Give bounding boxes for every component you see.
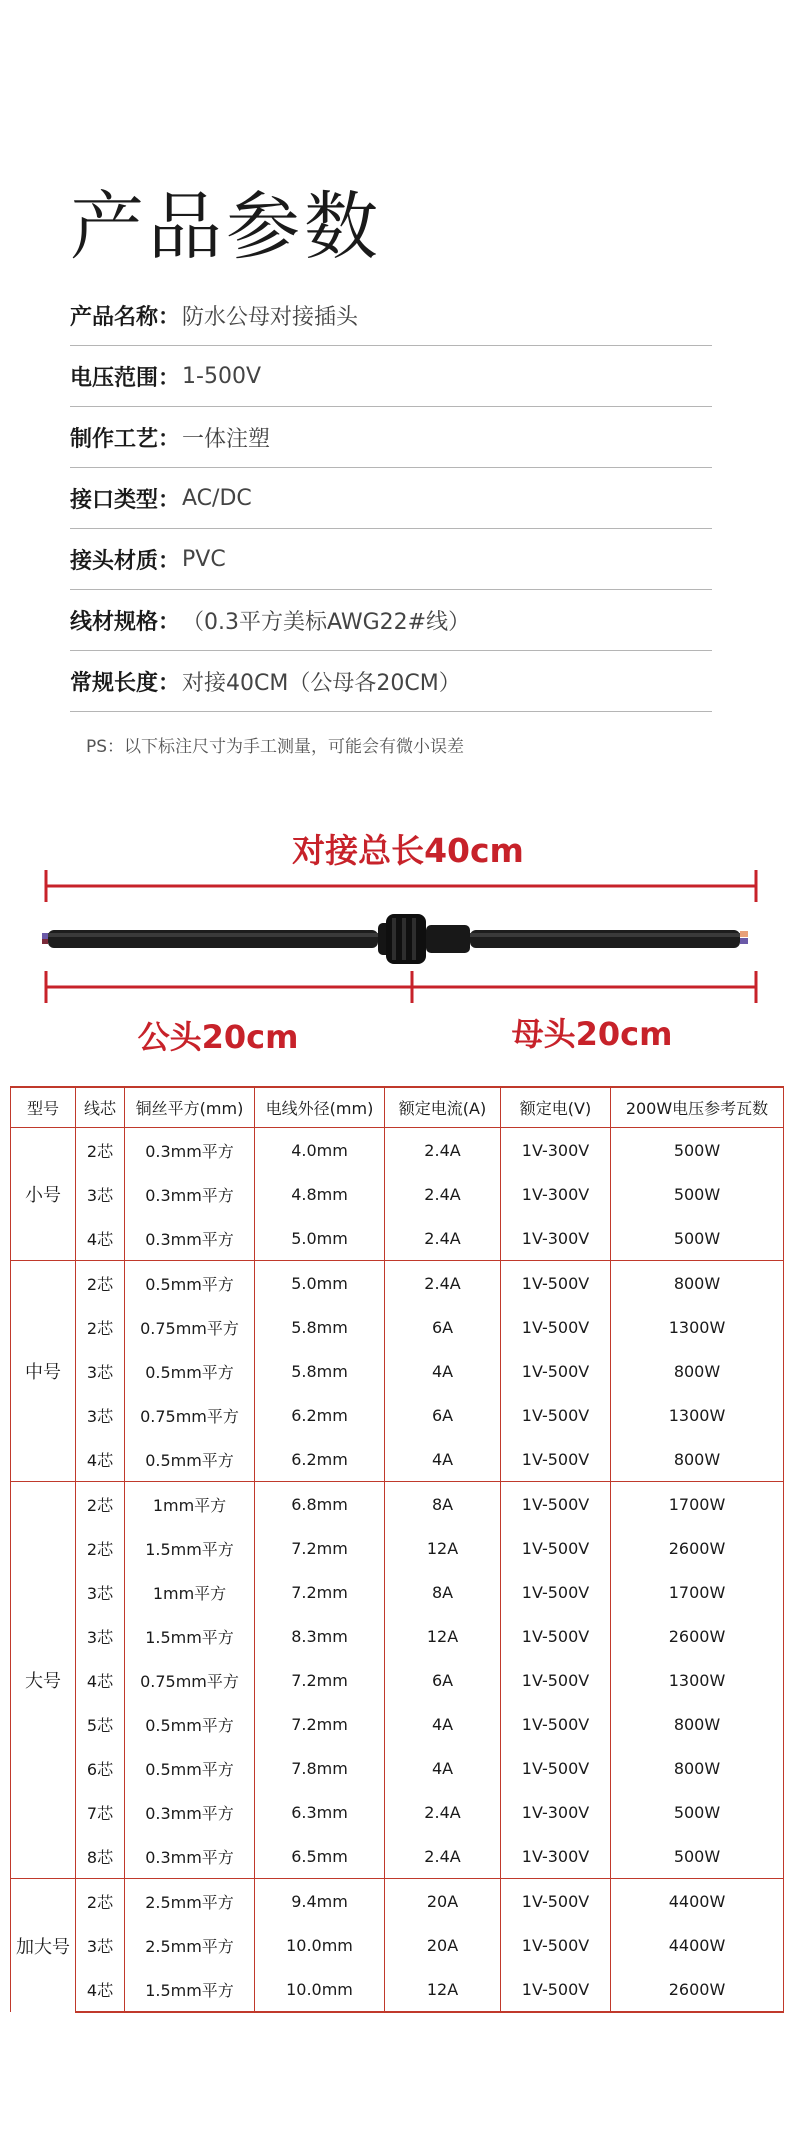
table-cell: 0.5mm平方 — [125, 1702, 255, 1746]
table-cell: 4芯 — [76, 1967, 125, 2012]
table-cell: 1V-300V — [501, 1216, 611, 1261]
table-cell: 2.4A — [385, 1216, 501, 1261]
connector-cable-image — [42, 914, 748, 964]
table-cell: 0.3mm平方 — [125, 1172, 255, 1216]
table-cell: 6A — [385, 1658, 501, 1702]
table-cell: 6A — [385, 1305, 501, 1349]
table-cell: 4A — [385, 1746, 501, 1790]
table-cell: 0.75mm平方 — [125, 1658, 255, 1702]
table-cell: 10.0mm — [255, 1967, 385, 2012]
table-cell: 3芯 — [76, 1923, 125, 1967]
table-cell: 0.3mm平方 — [125, 1216, 255, 1261]
table-row — [11, 1702, 784, 1746]
param-value: PVC — [182, 546, 226, 572]
table-cell: 3芯 — [76, 1614, 125, 1658]
table-row — [11, 1923, 784, 1967]
table-cell: 2芯 — [76, 1526, 125, 1570]
model-cell: 加大号 — [11, 1879, 76, 2013]
table-cell: 2600W — [611, 1526, 784, 1570]
header-cell: 铜丝平方(mm) — [125, 1087, 255, 1128]
param-row-length — [70, 651, 712, 712]
table-cell: 6.8mm — [255, 1482, 385, 1527]
table-row — [11, 1128, 784, 1173]
table-cell: 2芯 — [76, 1128, 125, 1173]
table-cell: 1300W — [611, 1305, 784, 1349]
model-cell: 大号 — [11, 1482, 76, 1879]
param-value: 1-500V — [182, 363, 261, 389]
table-cell: 3芯 — [76, 1393, 125, 1437]
page-title: 产品参数 — [70, 183, 382, 270]
table-cell: 4芯 — [76, 1437, 125, 1482]
table-cell: 1V-500V — [501, 1967, 611, 2012]
spec-table — [10, 1086, 784, 2013]
param-row-material — [70, 529, 712, 590]
table-cell: 8A — [385, 1570, 501, 1614]
table-cell: 500W — [611, 1216, 784, 1261]
header-cell: 额定电(V) — [501, 1087, 611, 1128]
table-cell: 2.4A — [385, 1172, 501, 1216]
table-cell: 0.5mm平方 — [125, 1437, 255, 1482]
total-length-dimension-line — [46, 870, 756, 902]
table-cell: 500W — [611, 1128, 784, 1173]
product-params-list — [70, 285, 712, 712]
param-value: 对接40CM（公母各20CM） — [182, 670, 461, 696]
table-cell: 1300W — [611, 1658, 784, 1702]
female-length-label: 母头20cm — [511, 1015, 673, 1053]
table-row — [11, 1570, 784, 1614]
table-cell: 800W — [611, 1261, 784, 1306]
table-cell: 800W — [611, 1437, 784, 1482]
param-label: 制作工艺： — [70, 426, 181, 452]
table-cell: 4400W — [611, 1879, 784, 1924]
table-row — [11, 1834, 784, 1879]
table-cell: 2.5mm平方 — [125, 1923, 255, 1967]
table-row — [11, 1790, 784, 1834]
param-row-process — [70, 407, 712, 468]
model-cell: 中号 — [11, 1261, 76, 1482]
table-cell: 1V-500V — [501, 1923, 611, 1967]
table-row — [11, 1349, 784, 1393]
table-cell: 7.2mm — [255, 1658, 385, 1702]
table-cell: 12A — [385, 1967, 501, 2012]
table-cell: 800W — [611, 1349, 784, 1393]
table-cell: 6芯 — [76, 1746, 125, 1790]
param-row-interface — [70, 468, 712, 529]
table-cell: 12A — [385, 1614, 501, 1658]
param-row-name — [70, 285, 712, 346]
table-cell: 1V-500V — [501, 1614, 611, 1658]
table-cell: 1V-500V — [501, 1526, 611, 1570]
table-cell: 0.3mm平方 — [125, 1834, 255, 1879]
table-row — [11, 1614, 784, 1658]
table-cell: 6.3mm — [255, 1790, 385, 1834]
header-cell: 线芯 — [76, 1087, 125, 1128]
table-cell: 3芯 — [76, 1172, 125, 1216]
table-cell: 4A — [385, 1702, 501, 1746]
table-cell: 2600W — [611, 1614, 784, 1658]
table-row — [11, 1172, 784, 1216]
split-length-dimension-line — [46, 971, 756, 1003]
table-cell: 1V-300V — [501, 1128, 611, 1173]
table-cell: 4400W — [611, 1923, 784, 1967]
table-cell: 3芯 — [76, 1570, 125, 1614]
param-label: 接口类型： — [70, 487, 181, 513]
table-cell: 2.4A — [385, 1790, 501, 1834]
header-cell: 电线外径(mm) — [255, 1087, 385, 1128]
table-cell: 1300W — [611, 1393, 784, 1437]
param-label: 接头材质： — [70, 548, 181, 574]
table-cell: 8芯 — [76, 1834, 125, 1879]
table-cell: 0.3mm平方 — [125, 1128, 255, 1173]
table-cell: 7.2mm — [255, 1570, 385, 1614]
table-cell: 1V-500V — [501, 1702, 611, 1746]
table-row — [11, 1526, 784, 1570]
param-value: AC/DC — [182, 485, 252, 511]
table-cell: 7芯 — [76, 1790, 125, 1834]
table-cell: 1V-300V — [501, 1834, 611, 1879]
table-cell: 500W — [611, 1790, 784, 1834]
table-cell: 4A — [385, 1437, 501, 1482]
param-value: 防水公母对接插头 — [182, 304, 359, 330]
table-cell: 20A — [385, 1879, 501, 1924]
table-row — [11, 1967, 784, 2012]
male-length-label: 公头20cm — [137, 1018, 299, 1056]
param-value: （0.3平方美标AWG22#线） — [182, 609, 471, 635]
table-cell: 4.0mm — [255, 1128, 385, 1173]
param-label: 电压范围： — [70, 365, 181, 391]
spec-table-body — [11, 1128, 784, 2013]
table-cell: 12A — [385, 1526, 501, 1570]
table-cell: 2芯 — [76, 1482, 125, 1527]
table-cell: 2600W — [611, 1967, 784, 2012]
table-cell: 2芯 — [76, 1879, 125, 1924]
table-row — [11, 1393, 784, 1437]
table-cell: 3芯 — [76, 1349, 125, 1393]
table-cell: 1V-500V — [501, 1305, 611, 1349]
param-row-voltage — [70, 346, 712, 407]
table-cell: 0.75mm平方 — [125, 1393, 255, 1437]
table-cell: 4芯 — [76, 1216, 125, 1261]
table-row — [11, 1437, 784, 1482]
table-cell: 6A — [385, 1393, 501, 1437]
table-cell: 1mm平方 — [125, 1570, 255, 1614]
table-cell: 5.0mm — [255, 1216, 385, 1261]
table-cell: 1V-500V — [501, 1482, 611, 1527]
param-value: 一体注塑 — [182, 426, 271, 452]
table-cell: 5.8mm — [255, 1305, 385, 1349]
measurement-note: PS：以下标注尺寸为手工测量，可能会有微小误差 — [86, 737, 465, 757]
param-row-wire-spec — [70, 590, 712, 651]
table-cell: 1mm平方 — [125, 1482, 255, 1527]
table-cell: 7.2mm — [255, 1526, 385, 1570]
table-cell: 1700W — [611, 1570, 784, 1614]
table-cell: 2.4A — [385, 1128, 501, 1173]
table-row — [11, 1261, 784, 1306]
connector-length-diagram — [0, 800, 790, 1070]
table-cell: 1V-500V — [501, 1349, 611, 1393]
table-cell: 6.2mm — [255, 1437, 385, 1482]
table-cell: 1V-500V — [501, 1393, 611, 1437]
header-cell: 型号 — [11, 1087, 76, 1128]
table-cell: 500W — [611, 1172, 784, 1216]
table-cell: 5.8mm — [255, 1349, 385, 1393]
table-cell: 1V-300V — [501, 1790, 611, 1834]
table-row — [11, 1658, 784, 1702]
table-cell: 7.2mm — [255, 1702, 385, 1746]
table-cell: 0.75mm平方 — [125, 1305, 255, 1349]
table-row — [11, 1216, 784, 1261]
param-label: 线材规格： — [70, 609, 181, 635]
table-cell: 1V-500V — [501, 1437, 611, 1482]
table-row — [11, 1305, 784, 1349]
table-cell: 1V-500V — [501, 1261, 611, 1306]
table-cell: 10.0mm — [255, 1923, 385, 1967]
model-cell: 小号 — [11, 1128, 76, 1261]
table-cell: 4A — [385, 1349, 501, 1393]
table-cell: 1.5mm平方 — [125, 1526, 255, 1570]
table-cell: 20A — [385, 1923, 501, 1967]
table-cell: 4.8mm — [255, 1172, 385, 1216]
table-cell: 800W — [611, 1702, 784, 1746]
table-cell: 1V-300V — [501, 1172, 611, 1216]
table-cell: 2.4A — [385, 1834, 501, 1879]
table-cell: 2芯 — [76, 1261, 125, 1306]
table-cell: 4芯 — [76, 1658, 125, 1702]
table-cell: 0.5mm平方 — [125, 1349, 255, 1393]
table-cell: 500W — [611, 1834, 784, 1879]
table-cell: 9.4mm — [255, 1879, 385, 1924]
table-cell: 2.5mm平方 — [125, 1879, 255, 1924]
table-header-row — [11, 1087, 784, 1128]
table-cell: 1.5mm平方 — [125, 1614, 255, 1658]
param-label: 产品名称： — [70, 304, 181, 330]
table-cell: 6.5mm — [255, 1834, 385, 1879]
table-cell: 5芯 — [76, 1702, 125, 1746]
table-cell: 1V-500V — [501, 1658, 611, 1702]
table-row — [11, 1879, 784, 1924]
table-cell: 0.5mm平方 — [125, 1746, 255, 1790]
table-cell: 7.8mm — [255, 1746, 385, 1790]
table-cell: 2.4A — [385, 1261, 501, 1306]
table-cell: 8.3mm — [255, 1614, 385, 1658]
header-cell: 200W电压参考瓦数 — [611, 1087, 784, 1128]
table-cell: 6.2mm — [255, 1393, 385, 1437]
table-cell: 2芯 — [76, 1305, 125, 1349]
table-cell: 1V-500V — [501, 1879, 611, 1924]
table-cell: 1V-500V — [501, 1746, 611, 1790]
table-row — [11, 1482, 784, 1527]
param-label: 常规长度： — [70, 670, 181, 696]
table-cell: 1V-500V — [501, 1570, 611, 1614]
table-cell: 0.3mm平方 — [125, 1790, 255, 1834]
table-cell: 1700W — [611, 1482, 784, 1527]
table-cell: 8A — [385, 1482, 501, 1527]
table-cell: 1.5mm平方 — [125, 1967, 255, 2012]
total-length-label: 对接总长40cm — [292, 831, 524, 870]
table-cell: 0.5mm平方 — [125, 1261, 255, 1306]
table-row — [11, 1746, 784, 1790]
table-cell: 5.0mm — [255, 1261, 385, 1306]
table-cell: 800W — [611, 1746, 784, 1790]
header-cell: 额定电流(A) — [385, 1087, 501, 1128]
